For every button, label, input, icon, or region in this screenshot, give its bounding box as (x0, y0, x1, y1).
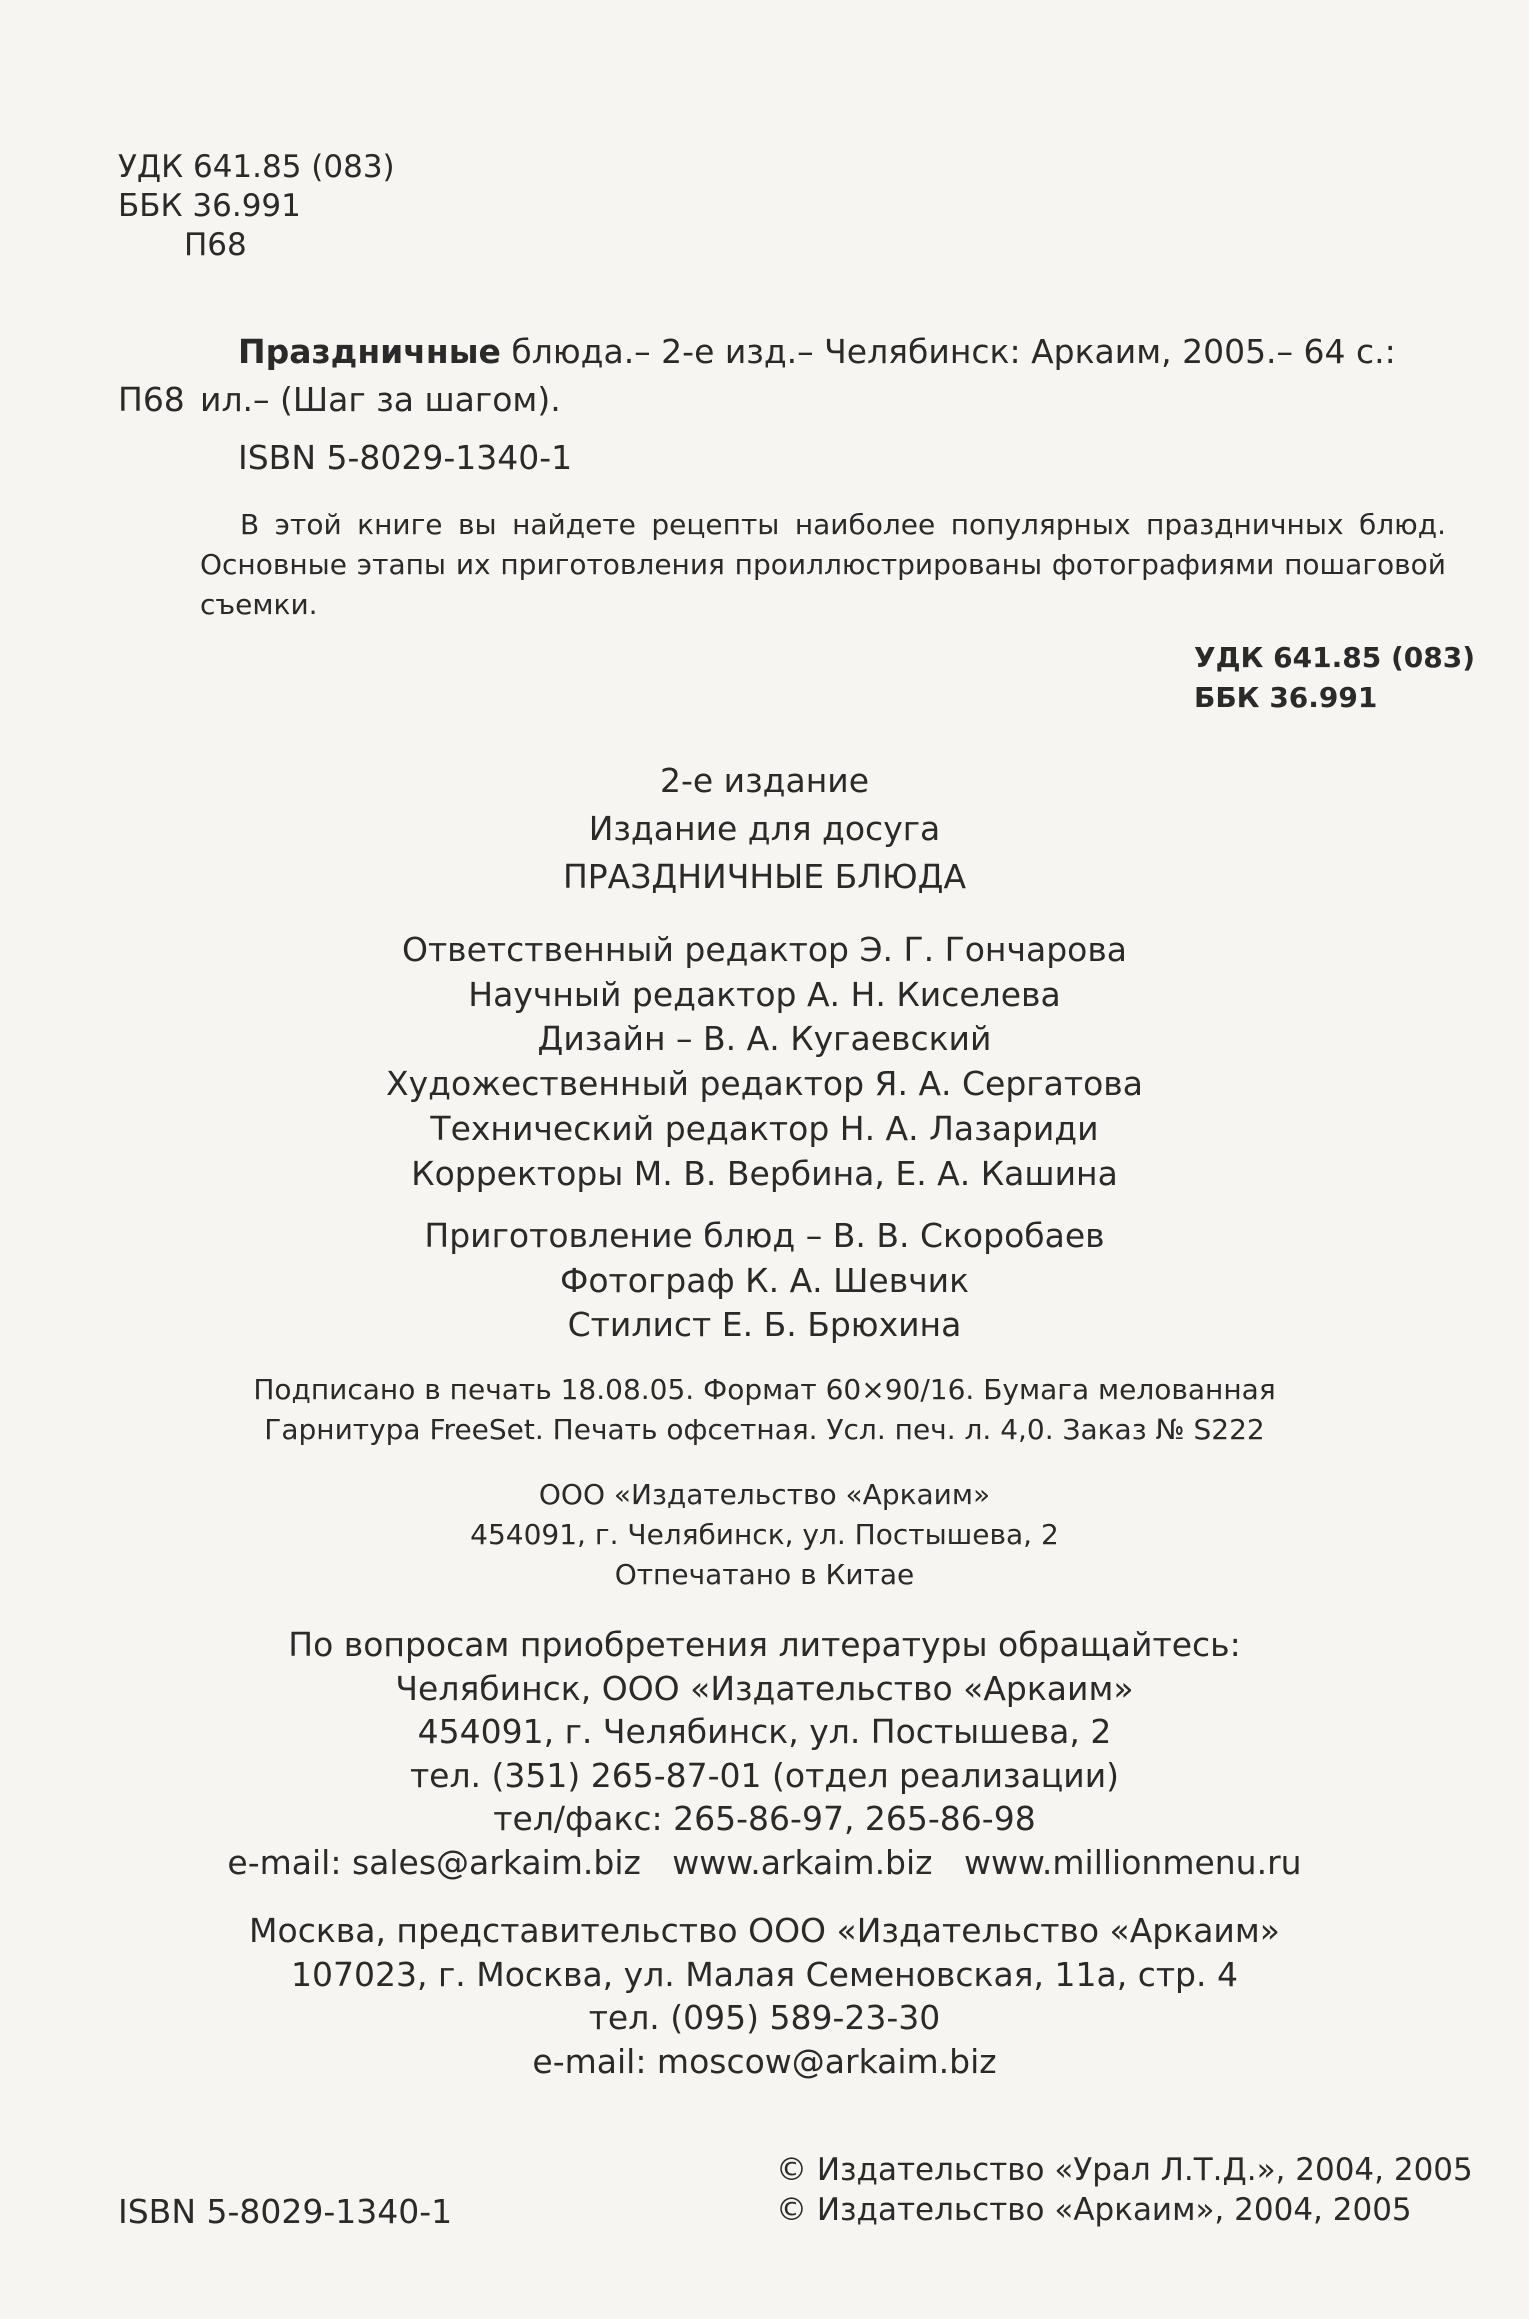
biblio-line-2 (118, 376, 1448, 424)
print-info-line: Гарнитура FreeSet. Печать офсетная. Усл. печ. л. 4,0. Заказ № S222 (264, 1413, 1265, 1446)
contact-line: e-mail: sales@arkaim.biz www.arkaim.biz www.millionmenu.ru (227, 1842, 1302, 1882)
annotation: В этой книге вы найдете рецепты наиболее популярных праздничных блюд. Основные этапы их приготовления проиллюстрированы фотографиями пошаговой съемки. (200, 508, 1446, 621)
moscow-line: 107023, г. Москва, ул. Малая Семеновская, 11а, стр. 4 (291, 1954, 1238, 1994)
publisher-line: ООО «Издательство «Аркаим» (538, 1478, 991, 1511)
bbk-code: ББК 36.991 (118, 188, 301, 224)
author-index: П68 (184, 227, 247, 263)
publisher-line: 454091, г. Челябинск, ул. Постышева, 2 (470, 1518, 1059, 1551)
contact-line: 454091, г. Челябинск, ул. Постышева, 2 (417, 1712, 1112, 1751)
isbn-main: ISBN 5-8029-1340-1 (238, 438, 573, 477)
credit-line: Научный редактор А. Н. Киселева (468, 974, 1061, 1014)
copyright-block (776, 2150, 1473, 2230)
classification-top (118, 148, 395, 265)
biblio-series: ил.– (Шаг за шагом). (200, 380, 561, 419)
biblio-title: Праздничные (238, 332, 501, 371)
copyright-line: © Издательство «Аркаим», 2004, 2005 (776, 2192, 1412, 2228)
credit-line: Дизайн – В. А. Кугаевский (537, 1019, 992, 1059)
bibliographic-record (118, 328, 1448, 424)
book-title: ПРАЗДНИЧНЫЕ БЛЮДА (562, 857, 967, 896)
classification-right (1194, 638, 1475, 718)
moscow-line: Москва, представительство ООО «Издательство «Аркаим» (249, 1911, 1280, 1950)
contact-line: По вопросам приобретения литературы обращайтесь: (288, 1625, 1241, 1664)
contacts-block (0, 1623, 1529, 1884)
contact-line: тел. (351) 265-87-01 (отдел реализации) (409, 1755, 1120, 1795)
print-info-block (0, 1370, 1529, 1450)
udk-code-right: УДК 641.85 (083) (1194, 641, 1475, 674)
credit-line: Корректоры М. В. Вербина, Е. А. Кашина (411, 1153, 1118, 1193)
udk-code: УДК 641.85 (083) (118, 149, 395, 185)
contact-line: тел/факс: 265-86-97, 265-86-98 (493, 1799, 1036, 1838)
print-info-line: Подписано в печать 18.08.05. Формат 60×90/16. Бумага мелованная (253, 1373, 1276, 1406)
biblio-index: П68 (118, 380, 185, 419)
publisher-block (0, 1475, 1529, 1595)
moscow-line: e-mail: moscow@arkaim.biz (532, 2041, 997, 2081)
credit-line: Ответственный редактор Э. Г. Гончарова (401, 930, 1128, 969)
edition-number: 2-е издание (659, 761, 870, 800)
edition-block (0, 757, 1529, 901)
culinary-credits-block (0, 1214, 1529, 1348)
copyright-line: © Издательство «Урал Л.Т.Д.», 2004, 2005 (776, 2152, 1473, 2188)
contact-line: Челябинск, ООО «Издательство «Аркаим» (395, 1668, 1134, 1708)
biblio-details: блюда.– 2-е изд.– Челябинск: Аркаим, 2005.– 64 с.: (500, 332, 1396, 371)
publisher-line: Отпечатано в Китае (614, 1558, 915, 1591)
credit-line: Технический редактор Н. А. Лазариди (430, 1108, 1099, 1148)
credit-line: Фотограф К. А. Шевчик (559, 1260, 970, 1300)
credits-block (0, 928, 1529, 1196)
isbn-bottom: ISBN 5-8029-1340-1 (118, 2192, 453, 2231)
bbk-code-right: ББК 36.991 (1194, 681, 1378, 714)
credit-line: Художественный редактор Я. А. Сергатова (386, 1064, 1143, 1104)
moscow-office-block (0, 1909, 1529, 2083)
moscow-line: тел. (095) 589-23-30 (588, 1998, 941, 2037)
biblio-line-1 (118, 328, 1448, 376)
credit-line: Стилист Е. Б. Брюхина (567, 1305, 962, 1345)
edition-type: Издание для досуга (588, 809, 941, 848)
credit-line: Приготовление блюд – В. В. Скоробаев (424, 1216, 1105, 1255)
